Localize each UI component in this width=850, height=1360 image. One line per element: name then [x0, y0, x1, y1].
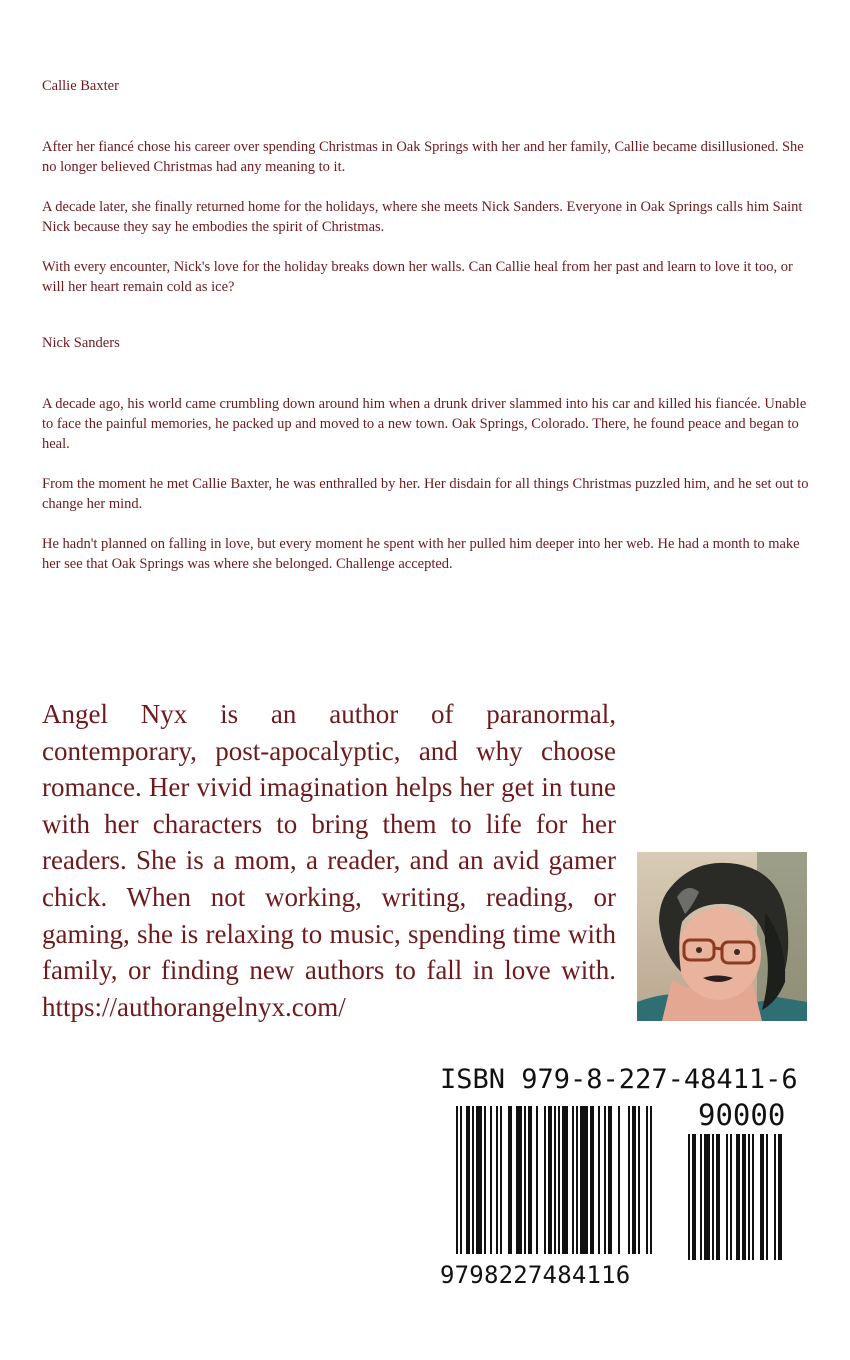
barcode-bar [456, 1106, 458, 1254]
barcode-bar [524, 1106, 526, 1254]
barcode-bar [778, 1134, 782, 1260]
barcode-bar [604, 1106, 606, 1254]
barcode-bar [748, 1134, 750, 1260]
barcode-bar [466, 1106, 470, 1254]
barcode-bar [590, 1106, 594, 1254]
barcode-bar [558, 1106, 560, 1254]
barcode-bar [484, 1106, 486, 1254]
callie-paragraph-2: A decade later, she finally returned home for the holidays, where she meets Nick Sanders. Everyone in Oak Springs calls him Saint Nick because they say he embodies the spirit of Christmas. [42, 199, 803, 235]
barcode-bar [508, 1106, 512, 1254]
barcode-bar [716, 1134, 720, 1260]
barcode-bar [562, 1106, 568, 1254]
barcode-bar [490, 1106, 492, 1254]
barcode-bar [516, 1106, 522, 1254]
barcode-bar [700, 1134, 702, 1260]
price-addon-barcode [688, 1134, 792, 1264]
ean-digits: 9798227484116 [440, 1261, 631, 1289]
barcode-bar [500, 1106, 502, 1254]
price-code: 90000 [698, 1098, 786, 1132]
barcode-bar [646, 1106, 648, 1254]
callie-blurb [42, 137, 810, 297]
barcode-bar [608, 1106, 612, 1254]
barcode-bar [632, 1106, 636, 1254]
barcode-bar [628, 1106, 630, 1254]
barcode-bar [472, 1106, 474, 1254]
barcode-bar [704, 1134, 710, 1260]
barcode-bar [774, 1134, 776, 1260]
barcode-bar [572, 1106, 574, 1254]
isbn-barcode [456, 1106, 668, 1266]
callie-paragraph-3: With every encounter, Nick's love for the holiday breaks down her walls. Can Callie heal from her past and learn to love it too, or will her heart remain cold as ice? [42, 259, 793, 295]
author-photo [637, 852, 807, 1021]
barcode-bar [712, 1134, 714, 1260]
barcode-bar [460, 1106, 462, 1254]
author-portrait-image [637, 852, 807, 1021]
nick-blurb [42, 394, 810, 574]
isbn-label: ISBN 979-8-227-48411-6 [440, 1064, 798, 1095]
nick-paragraph-1: A decade ago, his world came crumbling down around him when a drunk driver slammed into his car and killed his fiancée. Unable to face the painful memories, he packed up and moved to a new town. Oak Springs, Colorado. There, he found peace and began to heal. [42, 396, 807, 452]
barcode-bar [650, 1106, 652, 1254]
section-heading-callie: Callie Baxter [42, 78, 119, 94]
section-heading-nick: Nick Sanders [42, 335, 120, 351]
barcode-bar [598, 1106, 600, 1254]
barcode-bar [548, 1106, 552, 1254]
barcode-bar [742, 1134, 746, 1260]
barcode-bar [692, 1134, 696, 1260]
author-bio: Angel Nyx is an author of paranormal, contemporary, post-apocalyptic, and why choose romance. Her vivid imagination helps her get in tune with her characters to bring them to life for her readers. She is a mom, a reader, and an avid gamer chick. When not working, writing, reading, or gaming, she is relaxing to music, spending time with family, or finding new authors to fall in love with. https://authorangelnyx.com/ [42, 699, 616, 1022]
barcode-bar [580, 1106, 588, 1254]
barcode-bar [476, 1106, 482, 1254]
barcode-bar [752, 1134, 754, 1260]
callie-paragraph-1: After her fiancé chose his career over spending Christmas in Oak Springs with her and her family, Callie became disillusioned. She no longer believed Christmas had any meaning to it. [42, 139, 804, 175]
barcode-bar [766, 1134, 768, 1260]
barcode-bar [536, 1106, 538, 1254]
barcode-bar [638, 1106, 640, 1254]
nick-paragraph-2: From the moment he met Callie Baxter, he was enthralled by her. Her disdain for all things Christmas puzzled him, and he set out to change her mind. [42, 476, 809, 512]
barcode-bar [726, 1134, 728, 1260]
barcode-bar [618, 1106, 620, 1254]
barcode-bar [760, 1134, 764, 1260]
barcode-bar [554, 1106, 556, 1254]
barcode-bar [736, 1134, 740, 1260]
barcode-bar [576, 1106, 578, 1254]
barcode-bar [730, 1134, 732, 1260]
barcode-bar [528, 1106, 532, 1254]
barcode-bar [496, 1106, 498, 1254]
nick-paragraph-3: He hadn't planned on falling in love, but every moment he spent with her pulled him deeper into her web. He had a month to make her see that Oak Springs was where she belonged. Challenge accepted. [42, 536, 800, 572]
barcode-bar [544, 1106, 546, 1254]
barcode-bar [688, 1134, 690, 1260]
